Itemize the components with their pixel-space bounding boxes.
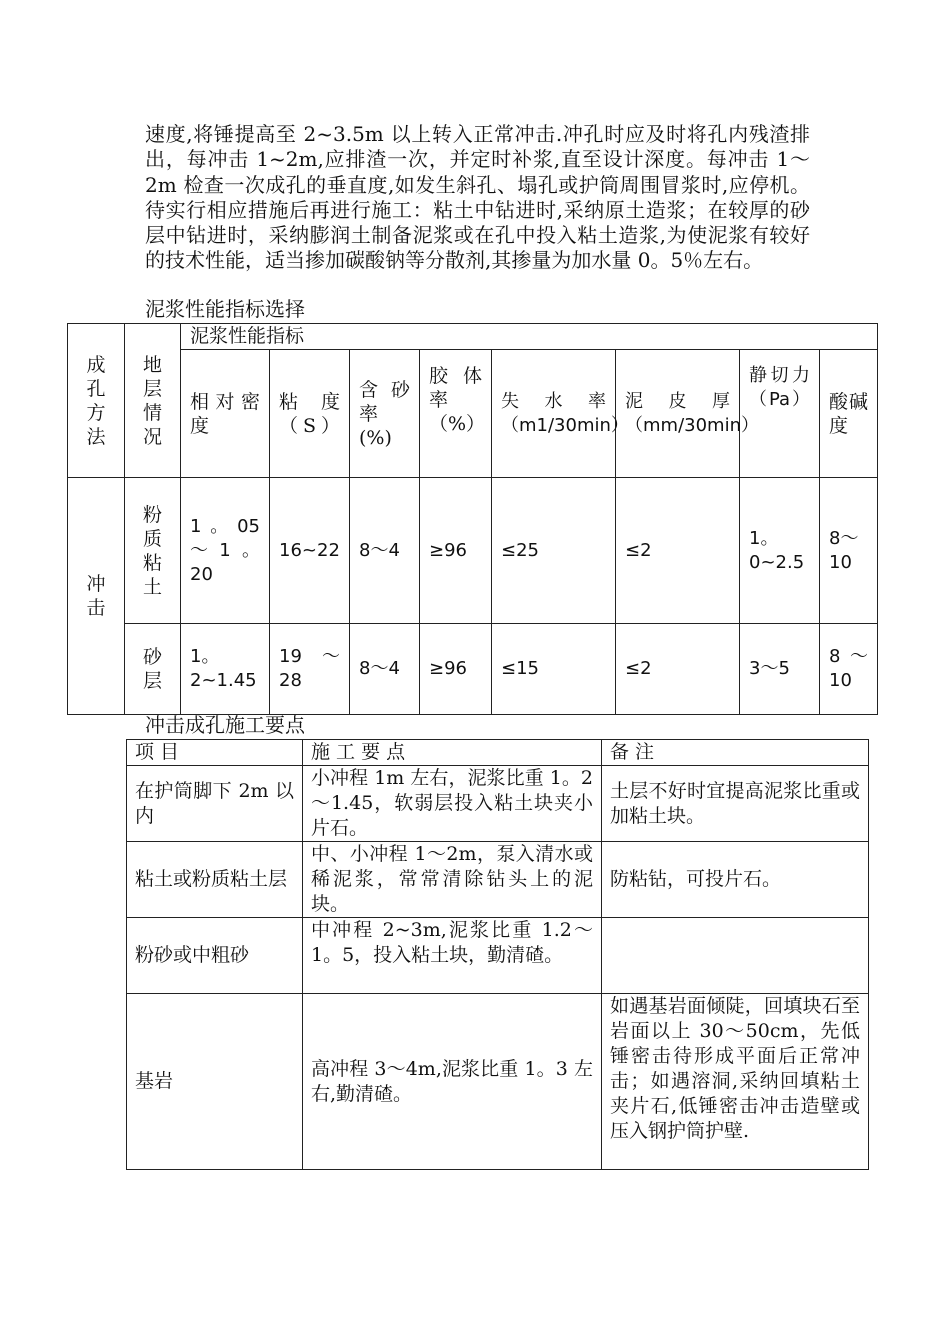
cell-mud-cake: ≤2 bbox=[616, 624, 740, 715]
header-sand: 含砂率(%) bbox=[350, 350, 420, 478]
cell-note: 防粘钻，可投片石。 bbox=[602, 842, 869, 918]
cell-points: 高冲程 3～4m,泥浆比重 1。3 左右,勤清碴。 bbox=[303, 994, 602, 1170]
cell-ph: 8～10 bbox=[820, 624, 878, 715]
cell-points: 小冲程 1m 左右，泥浆比重 1。2～1.45，软弱层投入粘土块夹小片石。 bbox=[303, 766, 602, 842]
cell-shear: 3～5 bbox=[740, 624, 820, 715]
header-colloid: 胶体率（%） bbox=[420, 350, 492, 478]
cell-viscosity: 19～28 bbox=[270, 624, 350, 715]
mud-properties-table bbox=[67, 323, 878, 715]
header-item: 项 目 bbox=[127, 740, 303, 766]
header-shear: 静切力（Pa） bbox=[740, 350, 820, 478]
cell-water-loss: ≤15 bbox=[492, 624, 616, 715]
cell-item: 在护筒脚下 2m 以内 bbox=[127, 766, 303, 842]
cell-item: 粉砂或中粗砂 bbox=[127, 918, 303, 994]
header-mud-cake: 泥皮厚（mm/30min） bbox=[616, 350, 740, 478]
cell-sand: 8～4 bbox=[350, 624, 420, 715]
cell-note: 土层不好时宜提高泥浆比重或加粘土块。 bbox=[602, 766, 869, 842]
key-points-table bbox=[126, 739, 869, 1170]
cell-density: 1。2~1.45 bbox=[181, 624, 270, 715]
mud-table-caption: 泥浆性能指标选择 bbox=[145, 297, 305, 321]
cell-colloid: ≥96 bbox=[420, 478, 492, 624]
cell-points: 中、小冲程 1～2m，泵入清水或稀泥浆，常常清除钻头上的泥块。 bbox=[303, 842, 602, 918]
header-points: 施 工 要 点 bbox=[303, 740, 602, 766]
header-water-loss: 失水率（m1/30min） bbox=[492, 350, 616, 478]
cell-item: 粘土或粉质粘土层 bbox=[127, 842, 303, 918]
cell-points: 中冲程 2~3m,泥浆比重 1.2～1。5，投入粘土块，勤清碴。 bbox=[303, 918, 602, 994]
header-note: 备 注 bbox=[602, 740, 869, 766]
intro-paragraph: 速度,将锤提高至 2~3.5m 以上转入正常冲击.冲孔时应及时将孔内残渣排出，每冲击 1~2m,应排渣一次，并定时补浆,直至设计深度。每冲击 1～2m 检查一次成孔的垂直度,如发生斜孔、塌孔或护筒周围冒浆时,应停机。待实行相应措施后再进行施工：粘土中钻进时,采纳原土造浆；在较厚的砂层中钻进时，采纳膨润土制备泥浆或在孔中投入粘土造浆,为使泥浆有较好的技术性能，适当掺加碳酸钠等分散剂,其掺量为加水量 0。5％左右。 bbox=[145, 122, 810, 273]
cell-mud-cake: ≤2 bbox=[616, 478, 740, 624]
header-strata: 地层情况 bbox=[125, 324, 181, 478]
cell-item: 基岩 bbox=[127, 994, 303, 1170]
cell-colloid: ≥96 bbox=[420, 624, 492, 715]
cell-viscosity: 16~22 bbox=[270, 478, 350, 624]
cell-shear: 1。0~2.5 bbox=[740, 478, 820, 624]
cell-water-loss: ≤25 bbox=[492, 478, 616, 624]
cell-note: 如遇基岩面倾陡，回填块石至岩面以上 30～50cm，先低锤密击待形成平面后正常冲击；如遇溶洞,采纳回填粘土夹片石,低锤密击冲击造壁或压入钢护筒护壁. bbox=[602, 994, 869, 1170]
cell-strata: 粉质粘土 bbox=[125, 478, 181, 624]
header-density: 相对密度 bbox=[181, 350, 270, 478]
cell-strata: 砂层 bbox=[125, 624, 181, 715]
header-mud-indicators: 泥浆性能指标 bbox=[181, 324, 878, 350]
cell-density: 1。05～1。20 bbox=[181, 478, 270, 624]
cell-method: 冲击 bbox=[68, 478, 125, 715]
header-ph: 酸碱度 bbox=[820, 350, 878, 478]
header-method: 成孔方法 bbox=[68, 324, 125, 478]
cell-note bbox=[602, 918, 869, 994]
cell-ph: 8～10 bbox=[820, 478, 878, 624]
key-points-caption: 冲击成孔施工要点 bbox=[145, 713, 305, 737]
header-viscosity: 粘 度（S） bbox=[270, 350, 350, 478]
cell-sand: 8～4 bbox=[350, 478, 420, 624]
